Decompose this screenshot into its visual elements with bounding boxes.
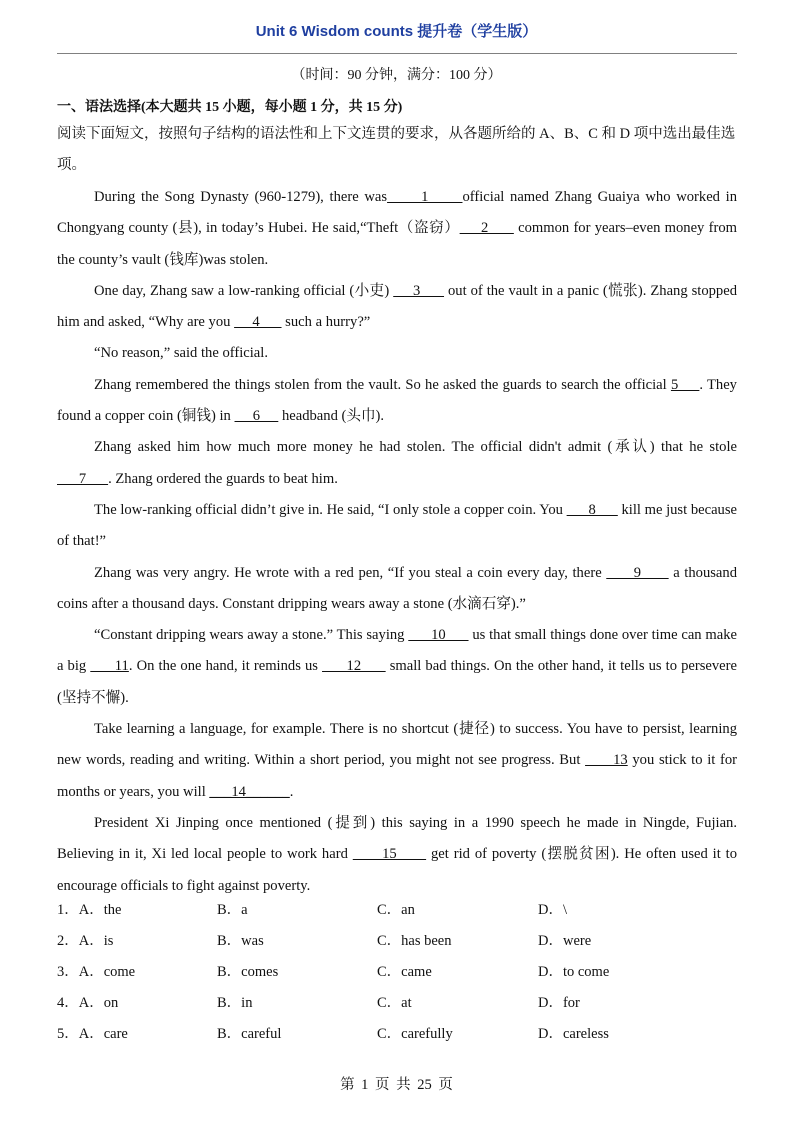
option-text: C．at <box>377 995 412 1011</box>
question-number: 2． <box>57 933 79 949</box>
answer-blank: 6 <box>234 408 279 425</box>
option-c <box>377 959 432 985</box>
passage-text: Zhang was very angry. He wrote with a red pen, “If you steal a coin every day, there <box>94 564 607 581</box>
question-number: 4． <box>57 995 79 1011</box>
option-a <box>57 897 121 923</box>
option-text: D．\ <box>538 902 567 918</box>
question-number: 3． <box>57 964 79 980</box>
option-d <box>538 990 580 1016</box>
passage-text: headband (头巾). <box>278 408 385 425</box>
passage-text: During the Song Dynasty (960-1279), there was <box>94 189 388 205</box>
passage-paragraph <box>57 432 737 495</box>
answer-blank: 5 <box>670 376 700 393</box>
option-text: A．is <box>78 933 114 949</box>
option-text: D．for <box>538 995 580 1011</box>
passage-paragraph <box>57 558 737 621</box>
option-a <box>57 959 135 985</box>
section-instructions: 阅读下面短文，按照句子结构的语法性和上下文连贯的要求，从各题所给的 A、B、C 和 D 项中选出最佳选项。 <box>57 126 736 173</box>
answer-blank: ___14______ <box>209 783 290 800</box>
option-a <box>57 990 118 1016</box>
passage-text: such a hurry?” <box>281 314 371 331</box>
passage-paragraph <box>57 495 737 558</box>
passage-text: official named Zhang Guaiya who worked in Chongyang county (县), in today’s Hubei. He said,“Theft（盗窃） <box>57 189 737 237</box>
option-c <box>377 897 415 923</box>
option-d <box>538 928 591 954</box>
option-text: D．to come <box>538 964 610 980</box>
option-row <box>57 959 737 990</box>
page-footer: 第 1 页 共 25 页 <box>340 1077 453 1093</box>
passage-text: . They found a copper coin (铜钱) in <box>57 376 737 425</box>
option-text: B．careful <box>217 1026 282 1042</box>
option-text: D．careless <box>538 1026 609 1042</box>
option-c <box>377 990 412 1016</box>
option-text: A．the <box>78 902 122 918</box>
option-b <box>217 897 248 923</box>
passage-text: out of the vault in a panic (慌张). Zhang stopped him and asked, “Why are you <box>57 282 737 331</box>
option-text: D．were <box>538 933 592 949</box>
option-row <box>57 897 737 928</box>
option-a <box>57 1021 128 1047</box>
answer-blank: 1 <box>387 189 463 205</box>
time-info: （时间：90 分钟，满分：100 分） <box>291 68 502 83</box>
option-text: C．has been <box>377 933 452 949</box>
option-text: B．a <box>217 902 248 918</box>
passage-paragraph <box>57 276 737 339</box>
question-number: 1． <box>57 902 79 918</box>
option-text: C．came <box>377 964 432 980</box>
passage-text: Zhang remembered the things stolen from the vault. So he asked the guards to search the official <box>94 376 671 393</box>
passage-text: “Constant dripping wears away a stone.” This saying <box>94 627 409 644</box>
option-row <box>57 928 737 959</box>
option-b <box>217 990 252 1016</box>
option-text: B．in <box>217 995 253 1011</box>
answer-blank: 11 <box>90 658 129 675</box>
passage-text: Zhang asked him how much more money he had stolen. The official didn't admit (承认) that he stole <box>94 439 737 456</box>
passage-text: common for years–even money from the county’s vault (钱库)was stolen. <box>57 220 737 268</box>
answer-blank: 4 <box>234 314 282 331</box>
answer-blank: 7 <box>57 470 109 487</box>
option-text: C．carefully <box>377 1026 453 1042</box>
passage-text: kill me just because of that!” <box>57 501 738 550</box>
passage-text: “No reason,” said the official. <box>94 345 268 362</box>
passage-paragraph <box>57 182 737 276</box>
option-a <box>57 928 113 954</box>
passage-paragraph <box>57 714 737 808</box>
option-text: A．on <box>78 995 119 1011</box>
passage-text: you stick to it for months or years, you will <box>57 752 737 800</box>
passage-text: a thousand coins after a thousand days. Constant dripping wears away a stone (水滴石穿).” <box>57 564 737 612</box>
answer-blank: 13 <box>585 752 628 769</box>
section-heading: 一、语法选择(本大题共 15 小题，每小题 1 分，共 15 分) <box>57 100 403 115</box>
passage-paragraph <box>57 370 737 433</box>
option-d <box>538 959 609 985</box>
option-text: A．care <box>78 1026 128 1042</box>
passage-paragraph <box>57 620 737 714</box>
option-b <box>217 959 278 985</box>
header-divider <box>57 53 737 54</box>
passage-text: get rid of poverty (摆脱贫困). He often used it to encourage officials to fight against poverty. <box>57 846 738 894</box>
answer-blank: 9 <box>606 564 669 581</box>
answer-blank: 2 <box>459 220 514 237</box>
option-text: C．an <box>377 902 415 918</box>
option-text: B．comes <box>217 964 279 980</box>
passage-text: . <box>289 783 294 800</box>
option-b <box>217 928 264 954</box>
passage-text: Take learning a language, for example. There is no shortcut (捷径) to success. You have to persist, learning new words, reading and writing. Within a short period, you might not see progress. But <box>57 721 737 769</box>
answer-blank: 12 <box>322 658 386 675</box>
page-title: Unit 6 Wisdom counts 提升卷（学生版） <box>255 23 538 40</box>
passage-text: One day, Zhang saw a low-ranking official (小吏) <box>94 282 394 299</box>
reading-passage <box>57 182 737 902</box>
option-text: A．come <box>78 964 136 980</box>
answer-blank: 15 <box>352 846 427 863</box>
option-d <box>538 1021 609 1047</box>
passage-text: . On the one hand, it reminds us <box>128 658 323 675</box>
question-number: 5． <box>57 1026 79 1042</box>
answer-blank: 8 <box>566 501 618 518</box>
passage-paragraph <box>57 338 737 369</box>
answer-blank: 3 <box>393 282 445 299</box>
passage-text: small bad things. On the other hand, it tells us to persevere (坚持不懈). <box>57 658 737 706</box>
answer-blank: 10 <box>408 627 469 644</box>
option-d <box>538 897 567 923</box>
option-row <box>57 990 737 1021</box>
option-b <box>217 1021 281 1047</box>
passage-text: . Zhang ordered the guards to beat him. <box>108 470 338 487</box>
options-list <box>57 897 737 1052</box>
passage-paragraph <box>57 808 737 902</box>
option-c <box>377 928 452 954</box>
passage-text: us that small things done over time can make a big <box>57 627 738 675</box>
passage-text: The low-ranking official didn’t give in. He said, “I only stole a copper coin. You <box>94 501 567 518</box>
option-row <box>57 1021 737 1052</box>
option-c <box>377 1021 453 1047</box>
passage-text: President Xi Jinping once mentioned (提到) this saying in a 1990 speech he made in Ningde, Fujian. Believing in it, Xi led local people to work hard <box>57 814 737 863</box>
option-text: B．was <box>217 933 264 949</box>
